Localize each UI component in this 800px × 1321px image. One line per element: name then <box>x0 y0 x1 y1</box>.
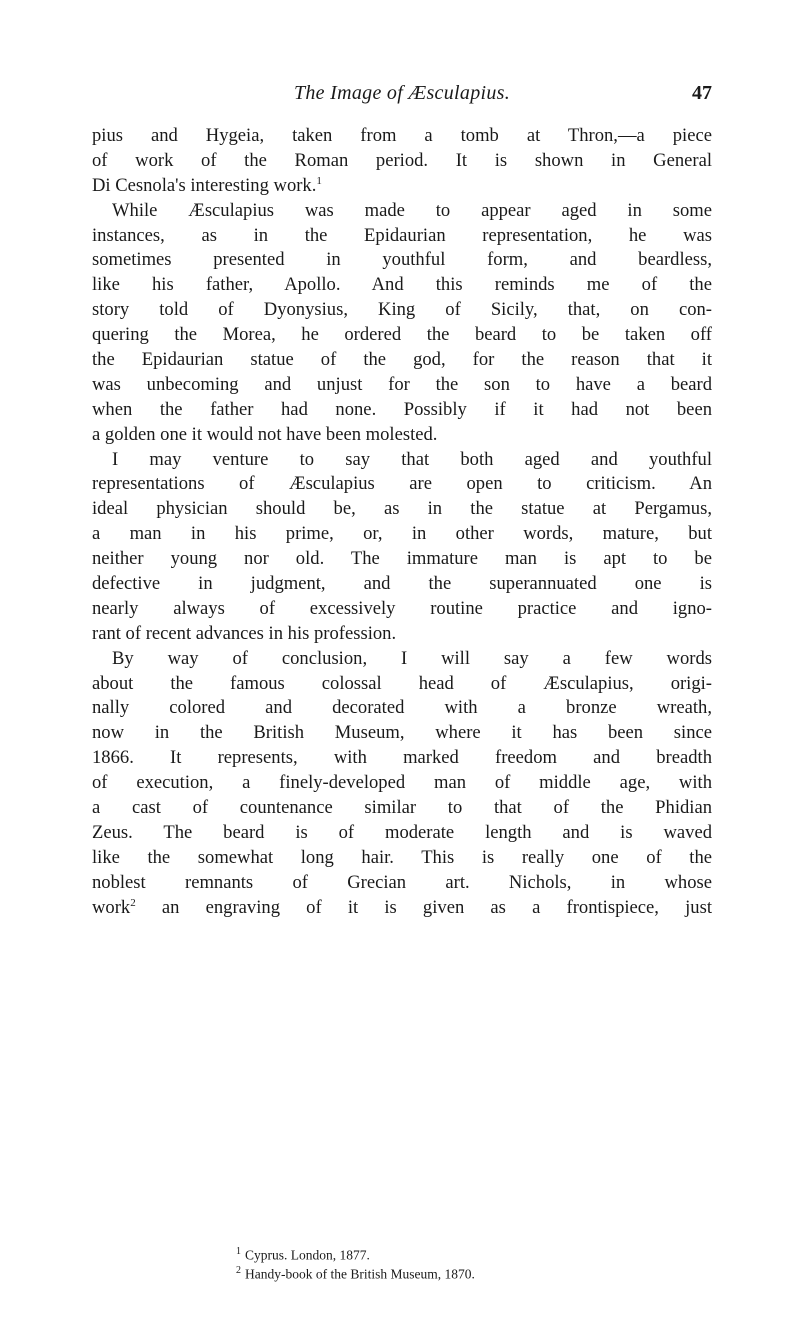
text-line: of work of the Roman period. It is shown in General <box>92 149 712 171</box>
text-line: the Epidaurian statue of the god, for the reason that it <box>92 349 712 371</box>
text-line: Zeus. The beard is of moderate length and is waved <box>92 821 712 843</box>
text-line: rant of recent advances in his profession. <box>92 622 397 644</box>
text-line: sometimes presented in youthful form, and beardless, <box>92 249 712 271</box>
text-line: about the famous colossal head of Æsculapius, origi- <box>92 672 712 694</box>
text-line: of execution, a finely-developed man of middle age, with <box>92 772 712 794</box>
text-line: nearly always of excessively routine practice and igno- <box>92 597 712 619</box>
text-line <box>92 174 712 199</box>
paragraph-first-line: I may venture to say that both aged and youthful <box>112 448 712 470</box>
footnote-mark: 1 <box>236 1246 241 1257</box>
running-title: The Image of Æsculapius. <box>293 82 511 104</box>
text-line: a man in his prime, or, in other words, mature, but <box>92 523 712 545</box>
text-line <box>92 896 712 921</box>
text-line: noblest remnants of Grecian art. Nichols, in whose <box>92 871 712 893</box>
text-line: nally colored and decorated with a bronze wreath, <box>92 697 712 719</box>
text-line: defective in judgment, and the superannuated one is <box>92 573 712 595</box>
paragraph-first-line: While Æsculapius was made to appear aged in some <box>112 199 712 221</box>
footnote-reference: 1 <box>316 174 322 187</box>
text-line: now in the British Museum, where it has been since <box>92 722 712 744</box>
text-line: a cast of countenance similar to that of the Phidian <box>92 797 712 819</box>
body-text <box>92 124 712 921</box>
text-line: when the father had none. Possibly if it had not been <box>92 398 712 420</box>
text-line: ideal physician should be, as in the statue at Pergamus, <box>92 498 712 520</box>
text-line: a golden one it would not have been molested. <box>92 423 438 445</box>
text-line: 1866. It represents, with marked freedom and breadth <box>92 747 712 769</box>
footnote-mark: 2 <box>236 1264 241 1276</box>
text-line: neither young nor old. The immature man is apt to be <box>92 548 712 570</box>
footnote-reference: 2 <box>130 896 136 909</box>
text-line: instances, as in the Epidaurian representation, he was <box>92 224 712 246</box>
footnotes <box>236 1244 636 1281</box>
text-line-content: work <box>92 896 131 918</box>
text-line: quering the Morea, he ordered the beard to be taken off <box>92 324 712 346</box>
text-line: like the somewhat long hair. This is really one of the <box>92 846 712 868</box>
footnote <box>236 1244 636 1263</box>
running-head <box>92 82 712 116</box>
text-line: story told of Dyonysius, King of Sicily, that, on con- <box>92 299 712 321</box>
footnote-text: Handy-book of the British Museum, 1870. <box>245 1266 475 1281</box>
text-line: representations of Æsculapius are open to criticism. An <box>92 473 712 495</box>
text-line: like his father, Apollo. And this reminds me of the <box>92 274 712 296</box>
text-line-content: an engraving of it is given as a frontispiece, just <box>161 896 712 918</box>
text-line: was unbecoming and unjust for the son to have a beard <box>92 373 712 395</box>
paragraph-first-line: By way of conclusion, I will say a few words <box>112 647 712 669</box>
page-number: 47 <box>692 82 712 104</box>
text-line: pius and Hygeia, taken from a tomb at Thron,—a piece <box>92 125 712 146</box>
footnote-text: Cyprus. London, 1877. <box>245 1247 370 1263</box>
text-line-content: Di Cesnola's interesting work. <box>92 174 317 196</box>
footnote <box>236 1263 636 1282</box>
